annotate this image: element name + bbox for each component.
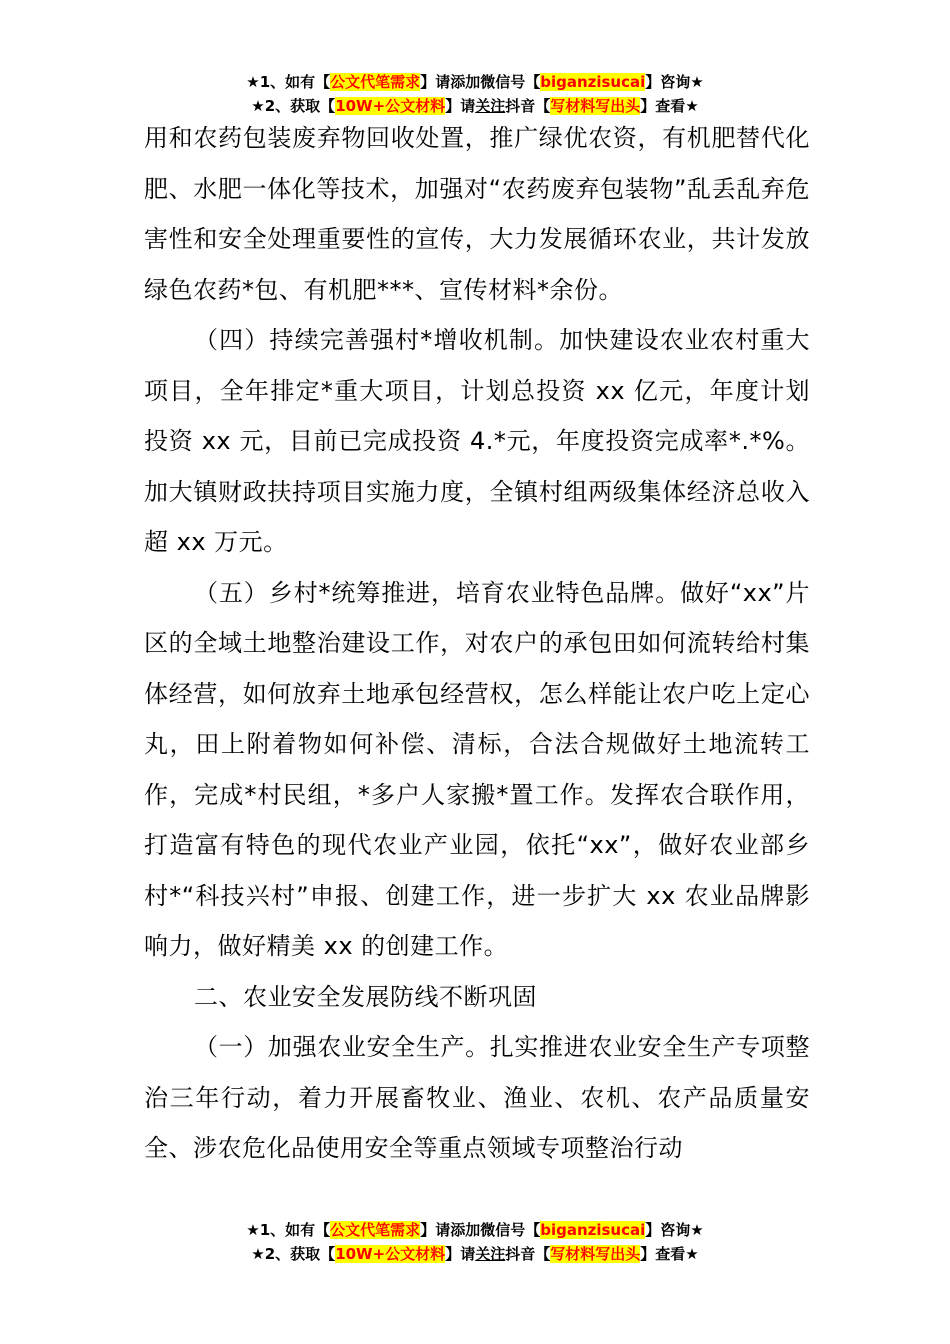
banner-underlined-text: 关注 (475, 97, 506, 115)
heading-part-2: 二、农业安全发展防线不断巩固 (194, 982, 537, 1011)
header-banner (0, 70, 950, 118)
banner-text: 】请 (445, 97, 476, 115)
banner-text: 】请 (445, 1245, 476, 1263)
douyin-account-highlight: 写材料写出头 (550, 97, 641, 115)
douyin-account-highlight: 写材料写出头 (550, 1245, 641, 1263)
banner-text: 】查看★ (640, 1245, 699, 1263)
banner-text: 抖音【 (505, 1245, 551, 1263)
banner-text: ★1、如有【 (246, 1221, 331, 1239)
banner-text: 】咨询★ (645, 1221, 704, 1239)
paragraph-section-1: （一）加强农业安全生产。扎实推进农业安全生产专项整治三年行动，着力开展畜牧业、渔业、农机、农产品质量安全、涉农危化品使用安全等重点领域专项整治行动 (144, 1033, 810, 1162)
paragraph-continuation: 用和农药包装废弃物回收处置，推广绿优农资，有机肥替代化肥、水肥一体化等技术，加强对“农药废弃包装物”乱丢乱弃危害性和安全处理重要性的宣传，大力发展循环农业，共计发放绿色农药*包、有机肥***、宣传材料*余份。 (144, 124, 810, 304)
banner-text: ★1、如有【 (246, 73, 331, 91)
banner-text: 抖音【 (505, 97, 551, 115)
banner-text: ★2、获取【 (251, 1245, 336, 1263)
banner-highlight: 10W+公文材料 (335, 1245, 446, 1263)
banner-text: ★2、获取【 (251, 97, 336, 115)
footer-banner (0, 1218, 950, 1266)
wechat-id-highlight: biganzisucai (540, 73, 646, 91)
paragraph-section-4: （四）持续完善强村*增收机制。加快建设农业农村重大项目，全年排定*重大项目，计划总投资 xx 亿元，年度计划投资 xx 元，目前已完成投资 4.*元，年度投资完成率*.*%。加大镇财政扶持项目实施力度，全镇村组两级集体经济总收入超 xx 万元。 (144, 326, 810, 556)
footer-banner-line1 (0, 1218, 950, 1242)
paragraph-section-5: （五）乡村*统筹推进，培育农业特色品牌。做好“xx”片区的全域土地整治建设工作，对农户的承包田如何流转给村集体经营，如何放弃土地承包经营权，怎么样能让农户吃上定心丸，田上附着物如何补偿、清标，合法合规做好土地流转工作，完成*村民组，*多户人家搬*置工作。发挥农合联作用，打造富有特色的现代农业产业园，依托“xx”，做好农业部乡村*“科技兴村”申报、创建工作，进一步扩大 xx 农业品牌影响力，做好精美 xx 的创建工作。 (144, 578, 810, 960)
header-banner-line1 (0, 70, 950, 94)
footer-banner-line2 (0, 1242, 950, 1266)
banner-text: 】请添加微信号【 (420, 73, 541, 91)
banner-highlight: 10W+公文材料 (335, 97, 446, 115)
banner-text: 】请添加微信号【 (420, 1221, 541, 1239)
banner-highlight: 公文代笔需求 (330, 1221, 421, 1239)
wechat-id-highlight: biganzisucai (540, 1221, 646, 1239)
banner-text: 】查看★ (640, 97, 699, 115)
banner-text: 】咨询★ (645, 73, 704, 91)
banner-highlight: 公文代笔需求 (330, 73, 421, 91)
document-body (144, 113, 810, 1174)
banner-underlined-text: 关注 (475, 1245, 506, 1263)
